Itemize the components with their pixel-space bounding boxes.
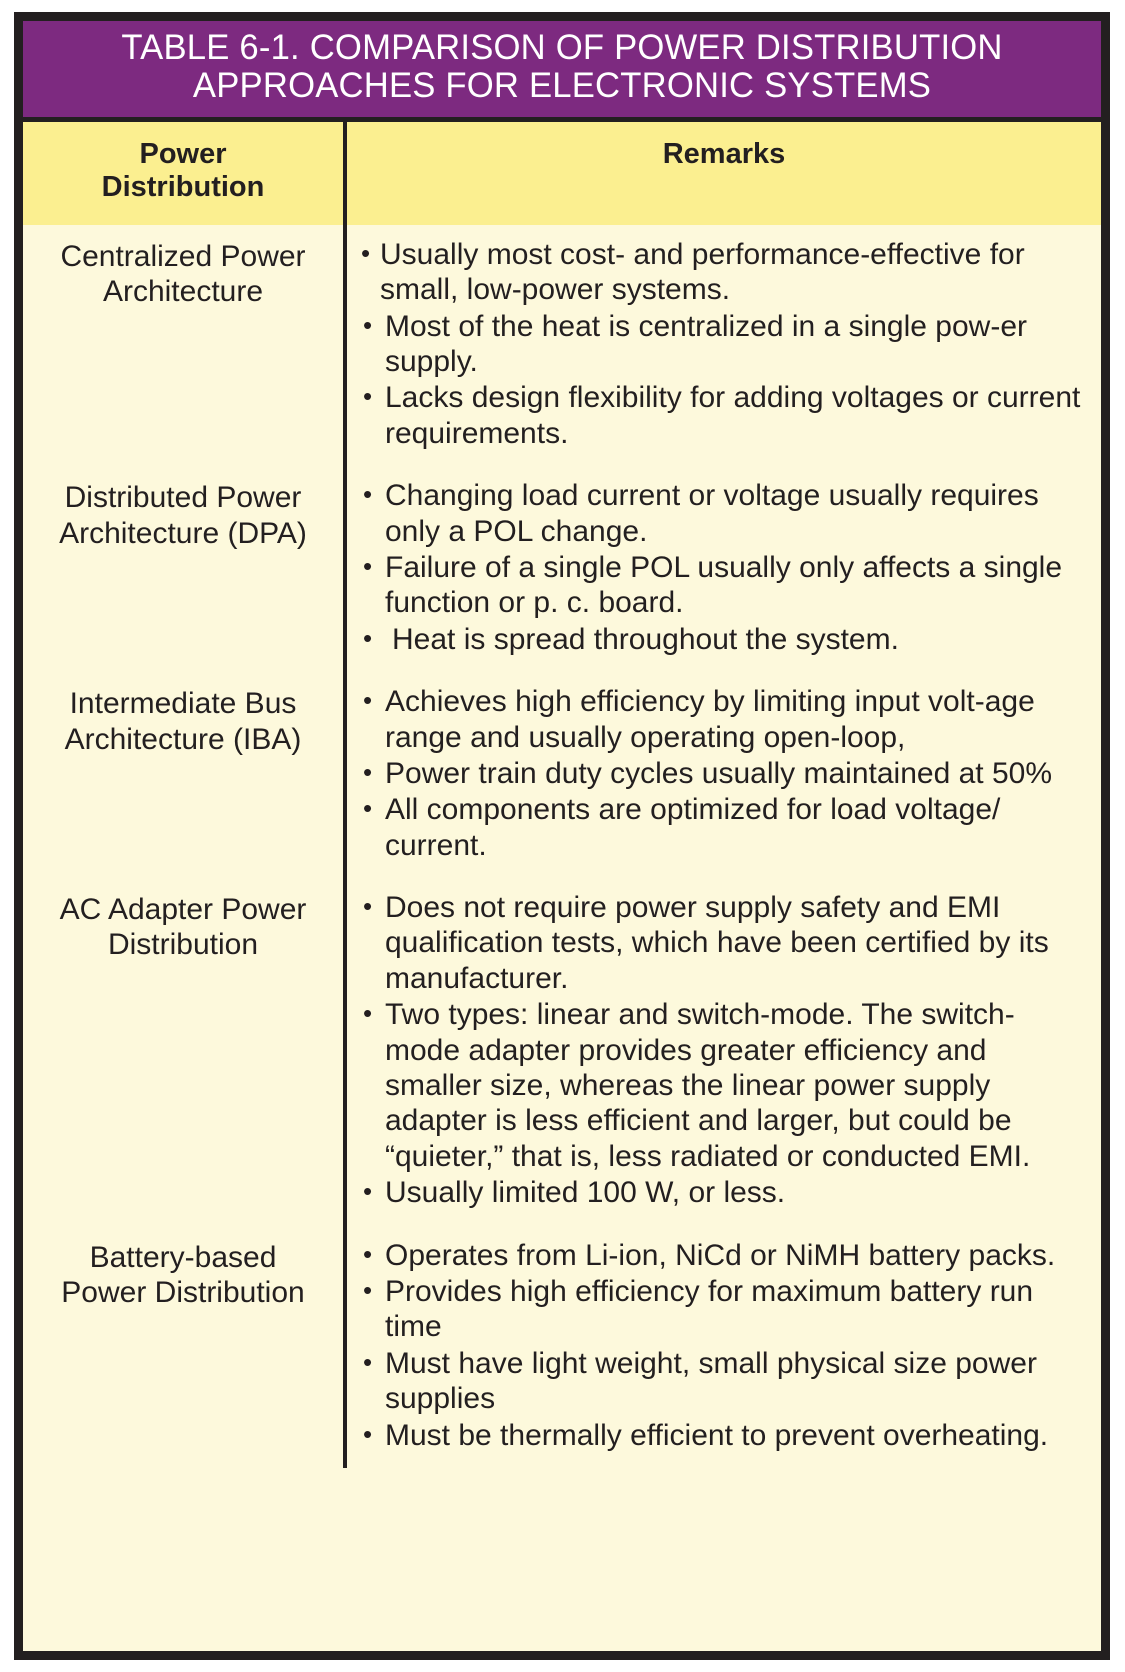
remark-item [361,890,1089,996]
bullet-icon: • [361,237,371,268]
remark-item [361,792,1089,863]
bullet-icon: • [363,622,373,653]
remarks-list [361,237,1089,451]
bullet-icon: • [363,998,373,1029]
remark-item [361,380,1089,451]
row-category-line: Intermediate Bus [69,687,297,721]
remark-item [361,1274,1089,1345]
bullet-icon: • [363,793,373,824]
bullet-icon: • [363,1238,373,1269]
remark-text: All components are optimized for load voltage/ current. [385,793,1001,862]
row-category-line: Power Distribution [61,1276,305,1309]
bullet-icon: • [363,756,373,787]
remark-item [361,684,1089,755]
remark-item [361,478,1089,549]
table-row [23,466,1101,672]
remark-text: Heat is spread throughout the system. [392,622,899,656]
table-title-line-1: TABLE 6-1. COMPARISON OF POWER DISTRIBUTION [121,28,1003,67]
remark-item [361,756,1089,791]
row-remarks-cell [345,225,1101,466]
bullet-icon: • [363,1176,373,1207]
remark-text: Provides high efficiency for maximum battery run time [385,1275,1034,1344]
table-body [23,225,1101,1468]
table-row [23,225,1101,466]
row-category-line: Battery-based [89,1240,277,1274]
row-category-line: Architecture (DPA) [59,516,307,550]
row-remarks-cell [345,878,1101,1226]
row-category-cell [23,672,345,878]
table-title-line-2: APPROACHES FOR ELECTRONIC SYSTEMS [192,65,932,105]
row-category-line: Architecture (IBA) [64,722,302,756]
bullet-icon: • [363,1275,373,1305]
bullet-icon: • [363,381,373,412]
table-head [23,122,1101,225]
row-category-cell [23,1226,345,1468]
row-category-line: Distributed Power [64,481,302,515]
remark-item [361,1238,1089,1273]
remark-text: Achieves high efficiency by limiting input volt-age range and usually operating open-loop, [385,685,1035,754]
table-title-banner [23,21,1101,122]
remark-item [361,1175,1089,1210]
table-container [14,12,1110,1660]
remark-text: Operates from Li-ion, NiCd or NiMH battery packs. [385,1238,1056,1272]
bullet-icon: • [363,1418,373,1449]
remark-text: Must have light weight, small physical size power supplies [385,1346,1037,1416]
remark-text: Must be thermally efficient to prevent overheating. [385,1418,1049,1452]
remark-text: Two types: linear and switch-mode. The switch-mode adapter provides greater efficiency and smaller size, whereas the linear power supply adapter is less efficient and larger, but could be “quieter,” that is, less radiated or conducted EMI. [385,998,1031,1173]
bullet-icon: • [363,309,373,340]
remark-text: Power train duty cycles usually maintained at 50% [385,756,1053,790]
remark-text: Changing load current or voltage usually requires only a POL change. [385,479,1039,548]
column-header-power-distribution [23,122,345,225]
remarks-list [361,478,1089,657]
column-header-power-distribution-line-2: Distribution [101,171,265,204]
remarks-list [361,890,1089,1211]
bullet-icon: • [363,1346,373,1377]
remark-text: Failure of a single POL usually only affects a single function or p. c. board. [385,550,1063,620]
row-category-line: AC Adapter Power [59,893,307,927]
column-header-power-distribution-line-1: Power [139,137,227,170]
remark-text: Lacks design flexibility for adding voltages or current requirements. [385,381,1081,450]
row-remarks-cell [345,672,1101,878]
remark-item [361,997,1089,1174]
remark-text: Usually limited 100 W, or less. [385,1176,786,1210]
table-row [23,672,1101,878]
remark-item [361,550,1089,621]
row-category-cell [23,225,345,466]
bullet-icon: • [363,479,373,510]
row-category-line: Distribution [107,928,259,962]
bullet-icon: • [363,891,373,922]
row-category-line: Architecture [102,275,264,309]
table-row [23,1226,1101,1468]
row-remarks-cell [345,1226,1101,1468]
bullet-icon: • [363,685,373,716]
row-category-line: Centralized Power [60,239,306,273]
remark-text: Most of the heat is centralized in a single pow-er supply. [385,309,1027,379]
remark-text: Does not require power supply safety and EMI qualification tests, which have been certified by its manufacturer. [385,891,1049,995]
remark-item [361,237,1089,308]
row-category-cell [23,466,345,672]
row-category-cell [23,878,345,1226]
remark-item [361,1346,1089,1417]
bullet-icon: • [363,550,373,581]
table-row [23,878,1101,1226]
column-header-remarks: Remarks [345,122,1101,225]
remark-text: Usually most cost- and performance-effective for small, low-power systems. [380,237,1025,307]
remark-item [361,622,1089,657]
remark-item [361,1418,1089,1453]
row-remarks-cell [345,466,1101,672]
table-header-row [23,122,1101,225]
remarks-list [361,684,1089,863]
remark-item [361,309,1089,380]
remarks-list [361,1238,1089,1453]
comparison-table [23,122,1101,1468]
